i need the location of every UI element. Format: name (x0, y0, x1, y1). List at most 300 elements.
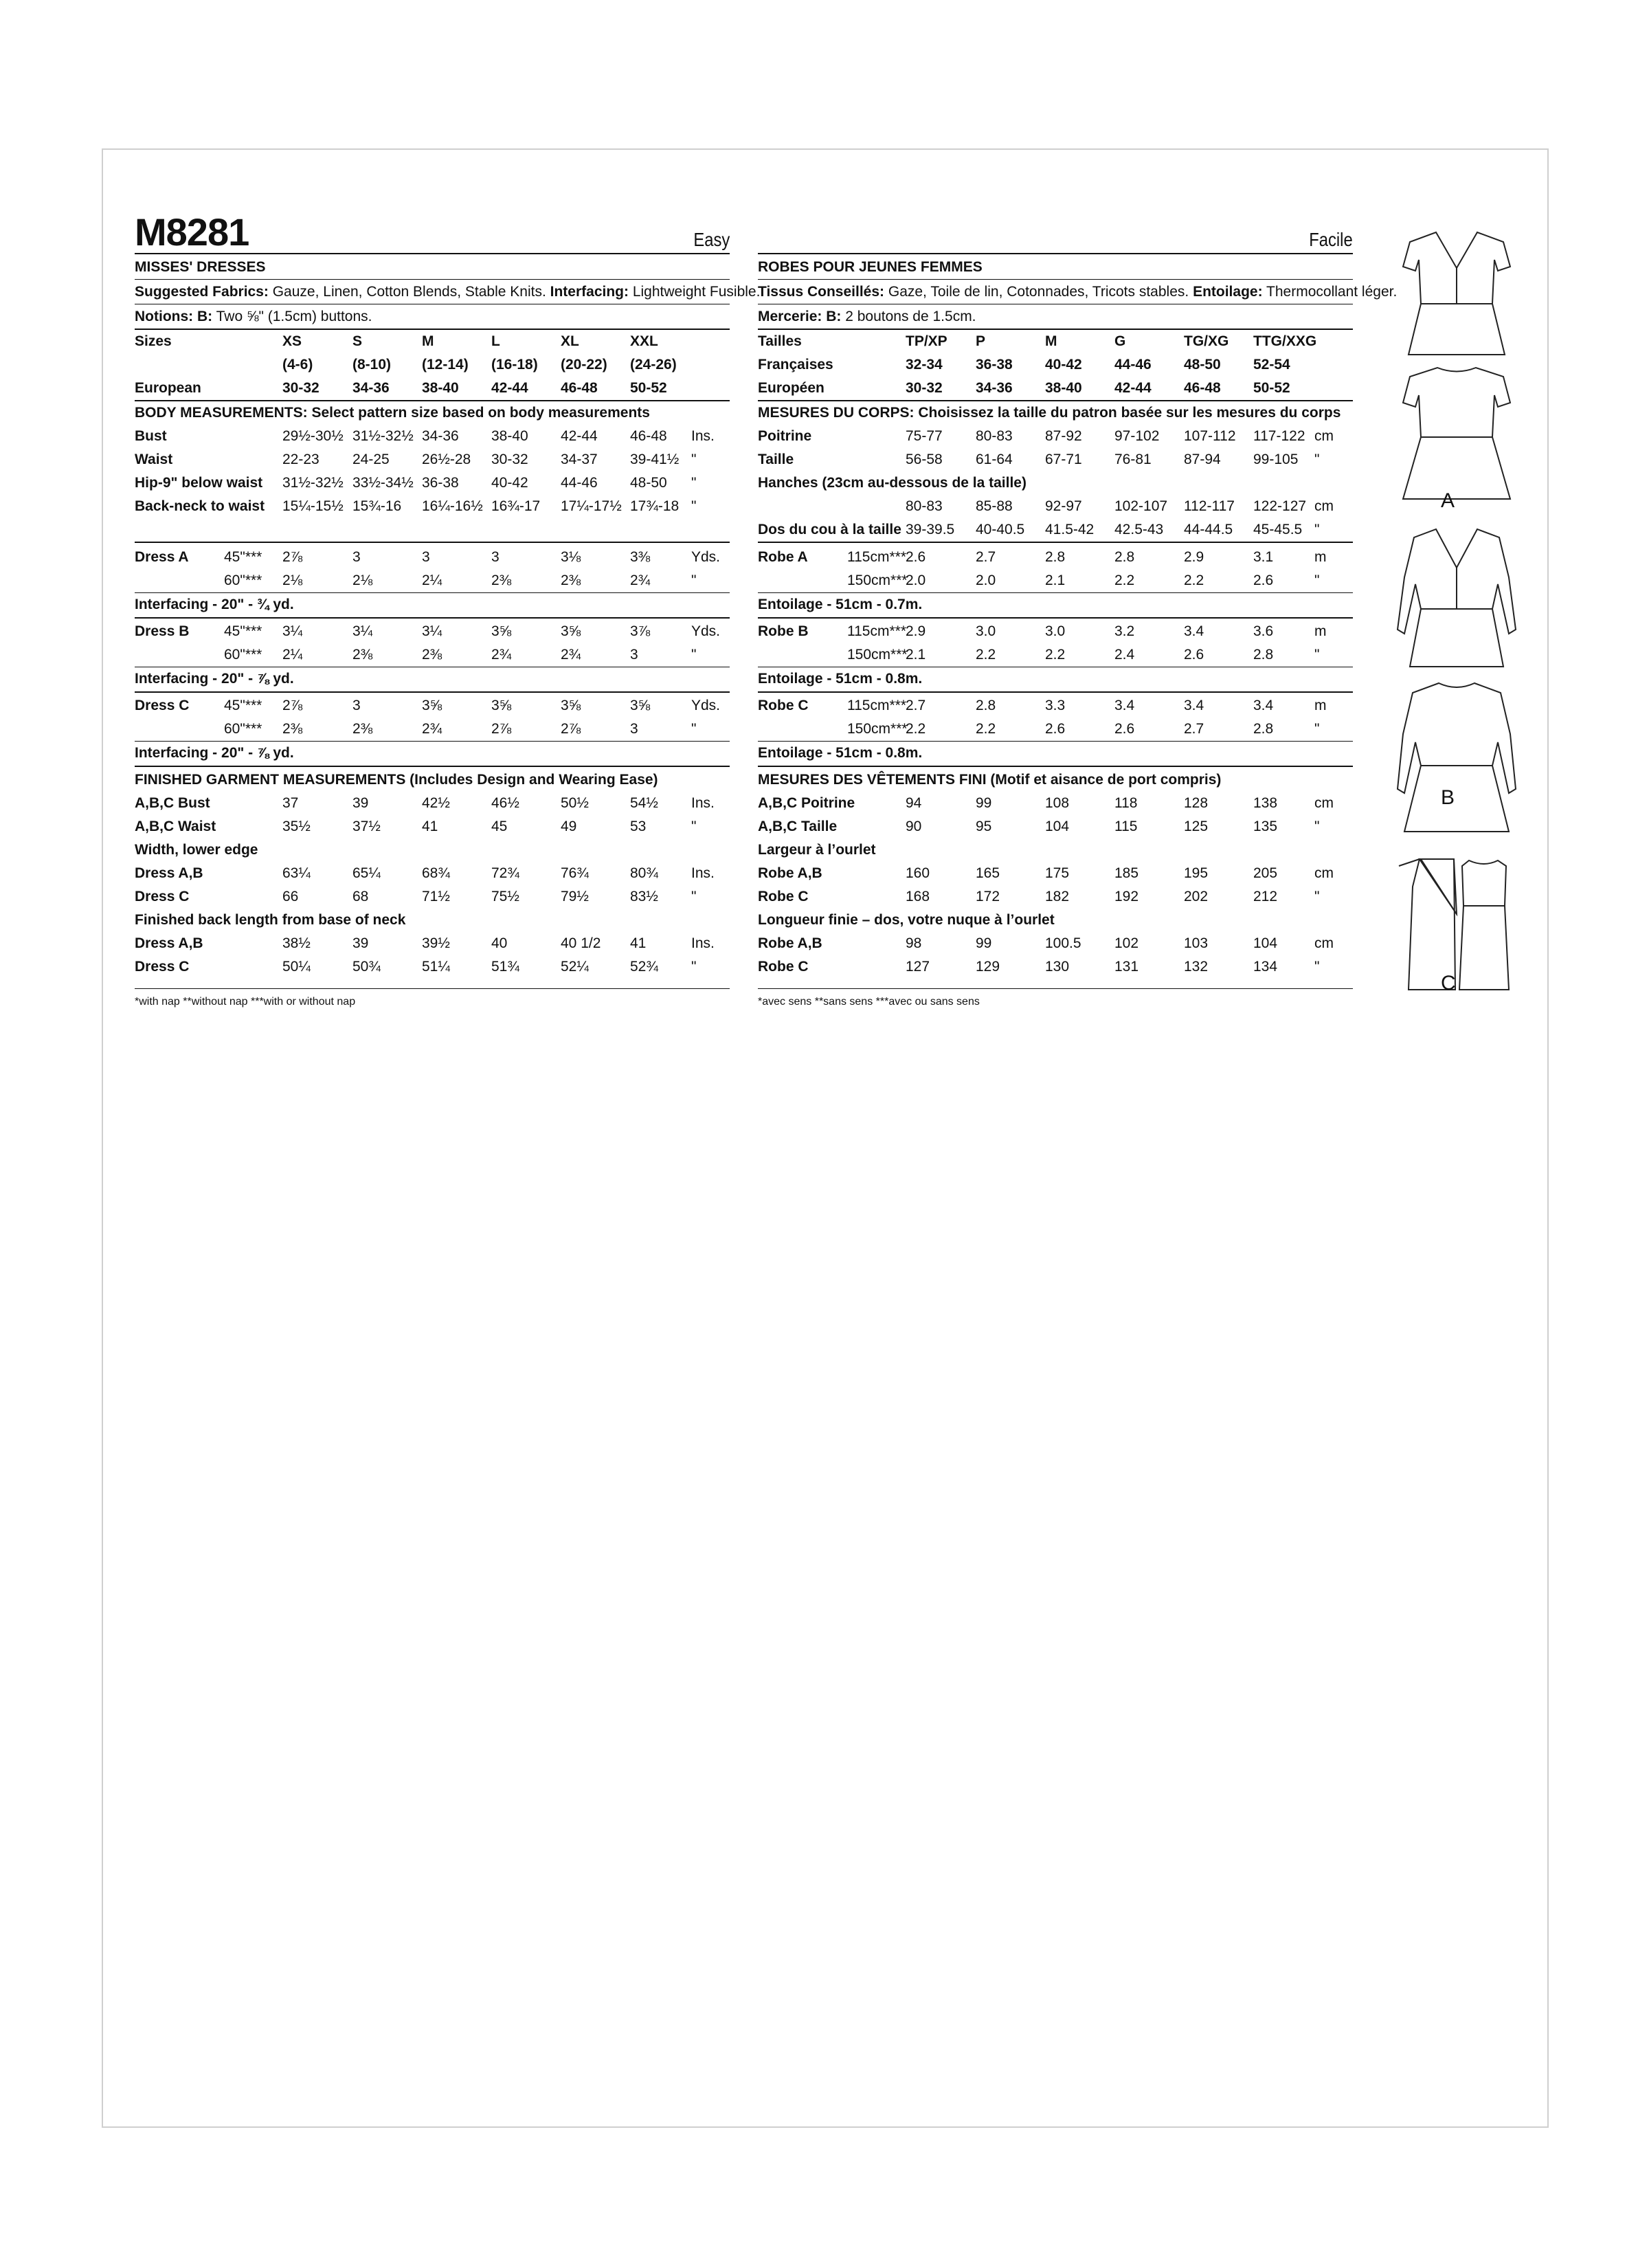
yardage-value: 3 (352, 698, 361, 713)
yardage-value: 2⅜ (491, 572, 512, 588)
measurement-value: 99-105 (1253, 452, 1299, 467)
finished-value: 98 (906, 935, 922, 951)
fabrics-label: Tissus Conseillés: (758, 284, 885, 300)
yardage-value: 2.6 (1253, 572, 1274, 588)
fabric-width: 115cm*** (847, 549, 906, 565)
finished-value: 129 (976, 959, 1000, 975)
yardage-unit: " (691, 721, 697, 737)
yardage-value: 3 (352, 549, 361, 565)
size-code: L (491, 333, 500, 349)
yardage-value: 2.6 (1114, 721, 1135, 737)
measurement-label: Taille (758, 452, 794, 467)
finished-value: 134 (1253, 959, 1278, 975)
yardage-value: 2.7 (1184, 721, 1204, 737)
yardage-unit: Yds. (691, 623, 721, 639)
sizes-label: Tailles (758, 333, 802, 349)
yardage-value: 3⅛ (561, 549, 581, 565)
finished-value: 127 (906, 959, 930, 975)
footnote: *with nap **without nap ***with or without nap (135, 996, 356, 1008)
measurement-value: 85-88 (976, 498, 1013, 514)
yardage-value: 2⅞ (282, 549, 303, 565)
european-size: 38-40 (422, 380, 459, 396)
size-code: XL (561, 333, 579, 349)
finished-measurements-header: MESURES DES VÊTEMENTS FINI (Motif et aisance de port compris) (758, 772, 1222, 788)
finished-value: 115 (1114, 819, 1138, 834)
yardage-value: 3.0 (1045, 623, 1066, 639)
finished-value: 192 (1114, 889, 1139, 904)
yardage-value: 2.8 (1045, 549, 1066, 565)
yardage-value: 2⅜ (352, 647, 373, 663)
yardage-value: 3⅜ (630, 549, 651, 565)
yardage-value: 2¾ (491, 647, 512, 663)
yardage-value: 2⅞ (561, 721, 581, 737)
yardage-value: 2⅛ (352, 572, 373, 588)
yardage-value: 2.2 (1045, 647, 1066, 663)
measurement-value: 29½-30½ (282, 428, 344, 444)
finished-value: 118 (1114, 795, 1138, 811)
yardage-unit: m (1314, 698, 1327, 713)
fabric-width: 150cm*** (847, 647, 908, 663)
yardage-value: 2¾ (422, 721, 442, 737)
finished-value: 75½ (491, 889, 519, 904)
european-size: 46-48 (561, 380, 598, 396)
finished-value: 37½ (352, 819, 381, 834)
size-code: G (1114, 333, 1126, 349)
measurement-value: 44-44.5 (1184, 522, 1233, 537)
interfacing-text: Thermocollant léger. (1262, 284, 1398, 300)
finished-value: 128 (1184, 795, 1209, 811)
yardage-value: 3⅝ (561, 698, 581, 713)
yardage-unit: Yds. (691, 698, 721, 713)
measurement-value: 117-122 (1253, 428, 1305, 444)
size-code: XS (282, 333, 302, 349)
view-yardage-label: Dress B (135, 623, 190, 639)
view-yardage-label: Robe A (758, 549, 808, 565)
measurement-value: 17¾-18 (630, 498, 680, 514)
european-label: Européen (758, 380, 824, 396)
yardage-value: 2.1 (906, 647, 926, 663)
finished-value: 79½ (561, 889, 589, 904)
french-sizes-label: Françaises (758, 357, 833, 373)
yardage-value: 3¼ (282, 623, 303, 639)
suggested-fabrics (758, 280, 1397, 304)
finished-value: 40 (491, 935, 508, 951)
interfacing-rule (758, 617, 1353, 619)
body-rule (758, 542, 1353, 543)
measurement-value: 56-58 (906, 452, 943, 467)
european-size: 42-44 (1114, 380, 1152, 396)
measurement-value: 40-40.5 (976, 522, 1025, 537)
view-a-front-drawing (1403, 232, 1510, 355)
finished-value: 100.5 (1045, 935, 1081, 951)
size-range: 52-54 (1253, 357, 1290, 373)
measurement-value: 42.5-43 (1114, 522, 1164, 537)
finished-value: 202 (1184, 889, 1209, 904)
yardage-value: 2.2 (976, 647, 996, 663)
measurement-value: 80-83 (906, 498, 943, 514)
size-code: XXL (630, 333, 658, 349)
fabric-width: 115cm*** (847, 698, 906, 713)
interfacing-yardage: Entoilage - 51cm - 0.7m. (758, 597, 923, 612)
european-size: 38-40 (1045, 380, 1082, 396)
measurement-value: 22-23 (282, 452, 319, 467)
sizes-label: Sizes (135, 333, 172, 349)
yardage-unit: " (691, 572, 697, 588)
yardage-value: 2.0 (976, 572, 996, 588)
measurement-unit: " (691, 452, 697, 467)
measurement-value: 16¾-17 (491, 498, 541, 514)
yardage-value: 2.2 (976, 721, 996, 737)
yardage-value: 2⅞ (282, 698, 303, 713)
finished-value: 50½ (561, 795, 589, 811)
finished-unit: cm (1314, 865, 1334, 881)
notions-label: Notions: B: (135, 309, 213, 324)
measurement-unit: " (1314, 522, 1320, 537)
yardage-value: 2.6 (1184, 647, 1204, 663)
view-yardage-label: Dress C (135, 698, 190, 713)
view-label-a: A (1441, 489, 1455, 512)
finished-label: Largeur à l’ourlet (758, 842, 876, 858)
yardage-value: 2.7 (976, 549, 996, 565)
yardage-value: 2.8 (1114, 549, 1135, 565)
measurement-value: 31½-32½ (352, 428, 414, 444)
measurement-value: 38-40 (491, 428, 528, 444)
measurement-value: 45-45.5 (1253, 522, 1303, 537)
yardage-value: 2.6 (906, 549, 926, 565)
size-range: (20-22) (561, 357, 607, 373)
finished-value: 50¼ (282, 959, 311, 975)
yardage-value: 3⅝ (561, 623, 581, 639)
view-a-back-drawing (1403, 368, 1510, 499)
finished-value: 51¾ (491, 959, 519, 975)
view-c-front-drawing (1399, 859, 1457, 990)
measurement-value: 42-44 (561, 428, 598, 444)
view-yardage-label: Robe C (758, 698, 809, 713)
yardage-value: 3 (491, 549, 500, 565)
size-code: TP/XP (906, 333, 947, 349)
measurement-label: Waist (135, 452, 173, 467)
yardage-value: 2⅜ (352, 721, 373, 737)
measurement-value: 26½-28 (422, 452, 471, 467)
measurement-value: 17¼-17½ (561, 498, 622, 514)
european-size: 42-44 (491, 380, 528, 396)
fabrics-label: Suggested Fabrics: (135, 284, 269, 300)
finished-value: 195 (1184, 865, 1209, 881)
measurement-value: 80-83 (976, 428, 1013, 444)
european-size: 34-36 (976, 380, 1013, 396)
size-range: 40-42 (1045, 357, 1082, 373)
measurement-value: 92-97 (1045, 498, 1082, 514)
yardage-value: 2.7 (906, 698, 926, 713)
finished-unit: " (691, 819, 697, 834)
fabric-width: 150cm*** (847, 572, 908, 588)
measurement-value: 87-94 (1184, 452, 1221, 467)
yardage-value: 3¼ (352, 623, 373, 639)
finished-unit: Ins. (691, 795, 715, 811)
measurement-label: Back-neck to waist (135, 498, 265, 514)
finished-value: 54½ (630, 795, 658, 811)
measurement-value: 61-64 (976, 452, 1013, 467)
garment-title: MISSES' DRESSES (135, 259, 266, 275)
bottom-rule (135, 988, 730, 989)
finished-label: Robe A,B (758, 865, 822, 881)
finished-value: 72¾ (491, 865, 519, 881)
finished-label: Robe C (758, 959, 809, 975)
size-range: (12-14) (422, 357, 469, 373)
yardage-value: 2.6 (1045, 721, 1066, 737)
yardage-unit: " (1314, 647, 1320, 663)
yardage-unit: Yds. (691, 549, 721, 565)
yardage-value: 3.1 (1253, 549, 1274, 565)
measurement-label: Hanches (23cm au-dessous de la taille) (758, 475, 1027, 491)
measurement-value: 34-37 (561, 452, 598, 467)
size-range: (24-26) (630, 357, 677, 373)
measurement-label: Dos du cou à la taille (758, 522, 901, 537)
european-size: 30-32 (282, 380, 319, 396)
difficulty-level-fr: Facile (1309, 229, 1353, 250)
finished-label: Dress A,B (135, 865, 203, 881)
finished-value: 71½ (422, 889, 450, 904)
interfacing-rule (758, 691, 1353, 693)
size-code: M (422, 333, 434, 349)
finished-value: 135 (1253, 819, 1278, 834)
measurement-unit: " (1314, 452, 1320, 467)
finished-value: 168 (906, 889, 930, 904)
yardage-value: 2⅛ (282, 572, 303, 588)
measurement-value: 75-77 (906, 428, 943, 444)
measurement-unit: Ins. (691, 428, 715, 444)
finished-value: 41 (630, 935, 647, 951)
finished-value: 131 (1114, 959, 1139, 975)
yardage-value: 3.4 (1114, 698, 1135, 713)
yardage-value: 3 (630, 647, 638, 663)
yardage-value: 3⅝ (422, 698, 442, 713)
view-yardage-label: Dress A (135, 549, 189, 565)
size-code: TTG/XXG (1253, 333, 1317, 349)
measurement-value: 46-48 (630, 428, 667, 444)
finished-unit: Ins. (691, 865, 715, 881)
finished-value: 39½ (422, 935, 450, 951)
yardage-value: 2.8 (1253, 721, 1274, 737)
yardage-unit: " (1314, 572, 1320, 588)
measurement-value: 40-42 (491, 475, 528, 491)
finished-unit: " (691, 889, 697, 904)
finished-value: 37 (282, 795, 299, 811)
finished-value: 175 (1045, 865, 1070, 881)
yardage-value: 2.2 (1184, 572, 1204, 588)
measurement-value: 31½-32½ (282, 475, 344, 491)
yardage-value: 2¼ (282, 647, 303, 663)
finished-value: 68¾ (422, 865, 450, 881)
interfacing-yardage: Entoilage - 51cm - 0.8m. (758, 745, 923, 761)
finished-value: 76¾ (561, 865, 589, 881)
finished-value: 52¾ (630, 959, 658, 975)
title-rule (135, 279, 730, 280)
measurement-unit: " (691, 475, 697, 491)
measurement-value: 15¾-16 (352, 498, 402, 514)
yardage-value: 3.4 (1184, 623, 1204, 639)
yardage-value: 2⅜ (422, 647, 442, 663)
measurement-value: 102-107 (1114, 498, 1168, 514)
finished-value: 50¾ (352, 959, 381, 975)
size-range: 36-38 (976, 357, 1013, 373)
finished-label: Dress A,B (135, 935, 203, 951)
view-label-b: B (1441, 786, 1455, 809)
view-b-front-drawing (1398, 529, 1516, 667)
notions (135, 305, 372, 329)
footnote: *avec sens **sans sens ***avec ou sans sens (758, 996, 980, 1008)
size-range: 48-50 (1184, 357, 1221, 373)
measurement-value: 15¼-15½ (282, 498, 344, 514)
yardage-value: 3.2 (1114, 623, 1135, 639)
measurement-value: 97-102 (1114, 428, 1160, 444)
notions-label: Mercerie: B: (758, 309, 842, 324)
measurement-value: 76-81 (1114, 452, 1152, 467)
fabrics-text: Gauze, Linen, Cotton Blends, Stable Knits. (268, 284, 550, 300)
yardage-value: 2.9 (906, 623, 926, 639)
finished-label: Robe C (758, 889, 809, 904)
finished-unit: " (1314, 889, 1320, 904)
finished-label: Robe A,B (758, 935, 822, 951)
size-range: 32-34 (906, 357, 943, 373)
finished-value: 185 (1114, 865, 1139, 881)
yardage-value: 3.6 (1253, 623, 1274, 639)
finished-value: 42½ (422, 795, 450, 811)
yardage-value: 3.4 (1253, 698, 1274, 713)
interfacing-rule (758, 766, 1353, 767)
finished-label: A,B,C Bust (135, 795, 210, 811)
finished-value: 102 (1114, 935, 1139, 951)
measurement-unit: cm (1314, 428, 1334, 444)
yardage-value: 2.8 (976, 698, 996, 713)
measurement-label: Hip-9" below waist (135, 475, 263, 491)
interfacing-text: Lightweight Fusible. (628, 284, 761, 300)
european-size: 50-52 (1253, 380, 1290, 396)
yardage-value: 3.3 (1045, 698, 1066, 713)
dress-views-illustration (1388, 227, 1525, 1010)
finished-value: 65¼ (352, 865, 381, 881)
top-rule (135, 253, 730, 254)
measurement-unit: " (691, 498, 697, 514)
difficulty-level-en: Easy (693, 229, 730, 250)
notions-text: 2 boutons de 1.5cm. (841, 309, 976, 324)
finished-value: 132 (1184, 959, 1209, 975)
finished-value: 94 (906, 795, 922, 811)
view-yardage-label: Robe B (758, 623, 809, 639)
finished-value: 103 (1184, 935, 1209, 951)
finished-label: A,B,C Taille (758, 819, 838, 834)
interfacing-label: Interfacing: (550, 284, 629, 300)
finished-value: 41 (422, 819, 438, 834)
size-range: (4-6) (282, 357, 313, 373)
finished-value: 95 (976, 819, 992, 834)
yardage-value: 2¾ (561, 647, 581, 663)
finished-value: 172 (976, 889, 1000, 904)
interfacing-rule (135, 766, 730, 767)
title-rule (758, 279, 1353, 280)
finished-value: 83½ (630, 889, 658, 904)
measurement-value: 33½-34½ (352, 475, 414, 491)
yardage-value: 3⅞ (630, 623, 651, 639)
yardage-value: 3.4 (1184, 698, 1204, 713)
size-range: (16-18) (491, 357, 538, 373)
size-code: TG/XG (1184, 333, 1229, 349)
measurement-label: Bust (135, 428, 167, 444)
finished-unit: cm (1314, 935, 1334, 951)
body-rule (135, 542, 730, 543)
interfacing-yardage: Interfacing - 20" - ⅞ yd. (135, 671, 294, 687)
yardage-value: 3⅝ (630, 698, 651, 713)
finished-label: Width, lower edge (135, 842, 258, 858)
finished-value: 182 (1045, 889, 1070, 904)
measurement-value: 16¼-16½ (422, 498, 483, 514)
yardage-value: 2.2 (906, 721, 926, 737)
finished-value: 108 (1045, 795, 1070, 811)
yardage-value: 3¼ (422, 623, 442, 639)
size-range: (8-10) (352, 357, 392, 373)
fabrics-text: Gaze, Toile de lin, Cotonnades, Tricots stables. (884, 284, 1193, 300)
interfacing-yardage: Entoilage - 51cm - 0.8m. (758, 671, 923, 687)
yardage-value: 3 (422, 549, 430, 565)
finished-value: 39 (352, 795, 369, 811)
finished-value: 104 (1253, 935, 1278, 951)
notions (758, 305, 976, 329)
finished-label: Finished back length from base of neck (135, 912, 406, 928)
yardage-value: 2.1 (1045, 572, 1066, 588)
measurement-value: 44-46 (561, 475, 598, 491)
yardage-value: 3 (630, 721, 638, 737)
finished-value: 39 (352, 935, 369, 951)
yardage-unit: " (691, 647, 697, 663)
finished-value: 104 (1045, 819, 1070, 834)
fabric-width: 45"*** (224, 549, 262, 565)
finished-label: Dress C (135, 889, 190, 904)
measurement-value: 48-50 (630, 475, 667, 491)
yardage-value: 2⅞ (491, 721, 512, 737)
fabric-width: 150cm*** (847, 721, 908, 737)
finished-value: 68 (352, 889, 369, 904)
yardage-unit: " (1314, 721, 1320, 737)
fabric-width: 45"*** (224, 698, 262, 713)
yardage-value: 3⅝ (491, 623, 512, 639)
suggested-fabrics (135, 280, 760, 304)
finished-value: 45 (491, 819, 508, 834)
finished-value: 212 (1253, 889, 1278, 904)
size-range: 44-46 (1114, 357, 1152, 373)
yardage-unit: m (1314, 623, 1327, 639)
finished-label: Longueur finie – dos, votre nuque à l’ourlet (758, 912, 1055, 928)
notions-text: Two ⅝" (1.5cm) buttons. (212, 309, 372, 324)
measurement-value: 39-41½ (630, 452, 680, 467)
interfacing-label: Entoilage: (1193, 284, 1263, 300)
fabric-width: 60"*** (224, 647, 262, 663)
finished-unit: " (1314, 959, 1320, 975)
measurement-value: 87-92 (1045, 428, 1082, 444)
finished-value: 38½ (282, 935, 311, 951)
fabric-width: 115cm*** (847, 623, 906, 639)
finished-value: 138 (1253, 795, 1278, 811)
measurement-value: 30-32 (491, 452, 528, 467)
finished-unit: " (691, 959, 697, 975)
yardage-value: 2¾ (630, 572, 651, 588)
interfacing-yardage: Interfacing - 20" - ¾ yd. (135, 597, 294, 612)
finished-value: 80¾ (630, 865, 658, 881)
finished-value: 63¼ (282, 865, 311, 881)
european-size: 34-36 (352, 380, 390, 396)
fabric-width: 60"*** (224, 721, 262, 737)
fabric-width: 60"*** (224, 572, 262, 588)
view-c-back-drawing (1459, 860, 1509, 990)
